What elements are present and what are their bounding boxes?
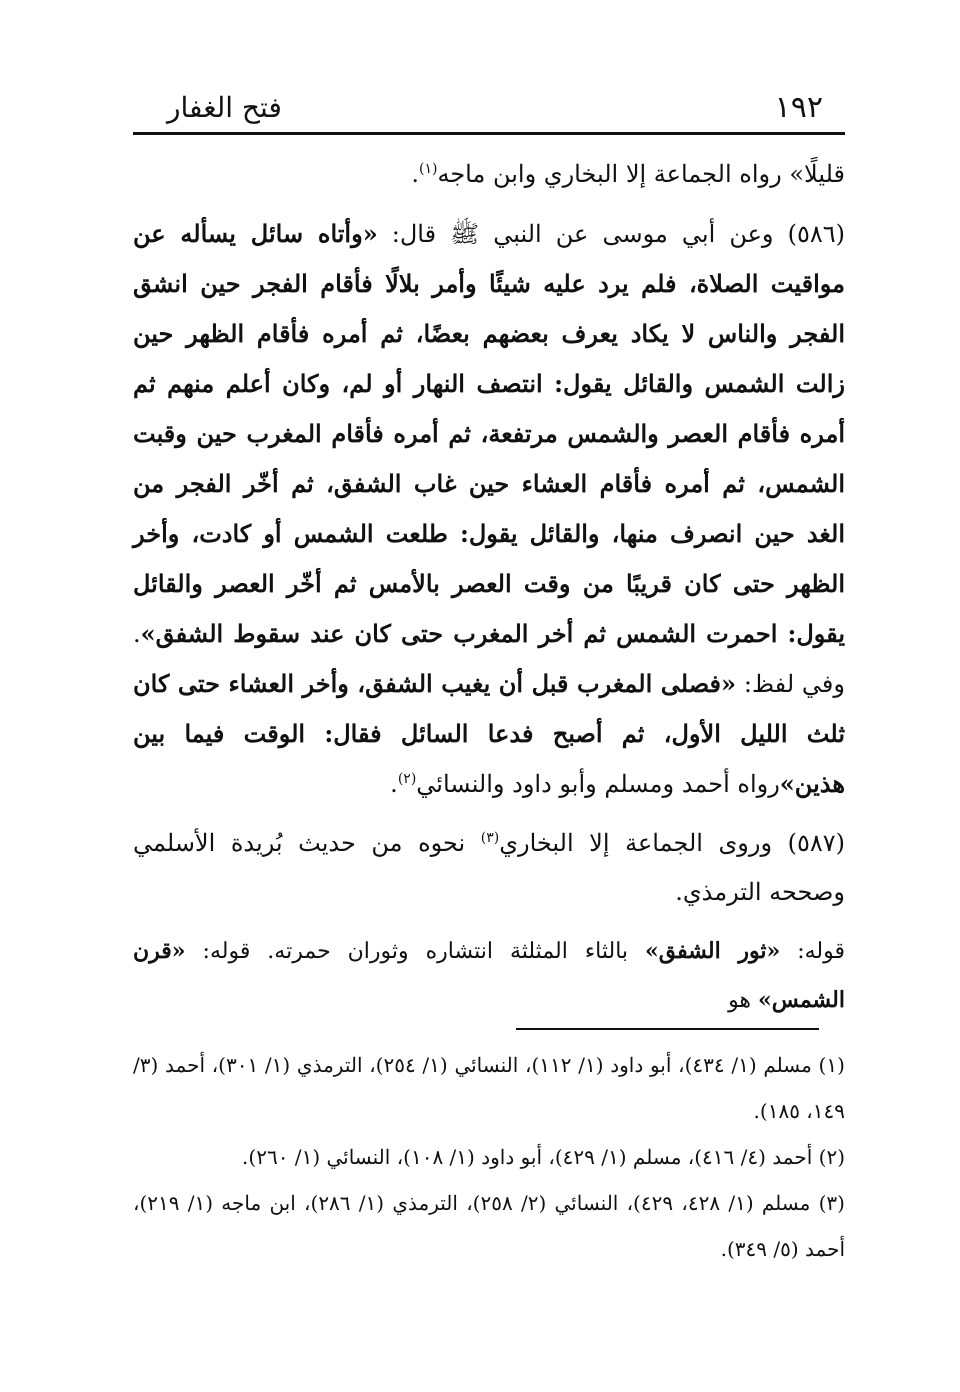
footnote-3: (٣) مسلم (١/ ٤٢٨، ٤٢٩)، النسائي (٢/ ٢٥٨)، الترمذي (١/ ٢٨٦)، ابن ماجه (١/ ٢١٩)، أحمد (٥/ ٣٤٩). (133, 1191, 845, 1261)
footnote-2: (٢) أحمد (٤/ ٤١٦)، مسلم (١/ ٤٢٩)، أبو داود (١/ ١٠٨)، النسائي (١/ ٢٦٠). (242, 1145, 845, 1169)
page-number: ١٩٢ (774, 90, 823, 125)
commentary-term-1: «ثور الشفق» (645, 938, 781, 964)
footnote-ref-3: (٣) (480, 830, 500, 846)
footnotes (133, 1042, 845, 1272)
hadith-586-variant-quote: «فصلى المغرب قبل أن يغيب الشفق، وأخر العشاء حتى كان ثلث الليل الأول، ثم أصبح فدعا السائل فقال: الوقت فيما بين هذين» (133, 669, 845, 798)
hadith-586-lead: (٥٨٦) وعن أبي موسى عن النبي ﷺ قال: (377, 220, 846, 248)
commentary-paragraph (133, 927, 845, 1025)
footnote-ref-2: (٢) (397, 771, 417, 787)
header-divider (133, 132, 845, 135)
book-title: فتح الغفار (167, 91, 282, 124)
page-header (133, 84, 845, 136)
hadith-586-source: رواه أحمد ومسلم وأبو داود والنسائي (416, 770, 780, 798)
hadith-587-lead: (٥٨٧) وروى الجماعة إلا البخاري (499, 829, 846, 857)
commentary-e: هو (728, 988, 759, 1013)
commentary-term-2: «قرن الشمس» (133, 938, 845, 1013)
hadith-586-quote: «وأتاه سائل يسأله عن مواقيت الصلاة، فلم يرد عليه شيئًا وأمر بلالًا فأقام الفجر حين انشق الفجر والناس لا يكاد يعرف بعضهم بعضًا، ثم أمره فأقام الظهر حين زالت الشمس والقائل يقول: انتصف النهار أو لم، وكان أعلم منهم ثم أمره فأقام العصر والشمس مرتفعة، ثم أمره فأقام المغرب حين وقبت الشمس، ثم أمره فأقام العشاء حين غاب الشفق، ثم أخّر الفجر من الغد حين انصرف منها، والقائل يقول: طلعت الشمس أو كادت، وأخر الظهر حتى كان قريبًا من وقت العصر بالأمس ثم أخّر العصر والقائل يقول: احمرت الشمس ثم أخر المغرب حتى كان عند سقوط الشفق» (133, 219, 846, 648)
hadith-587 (133, 819, 845, 917)
hadith-586-variant-intro: . وفي لفظ: (133, 620, 845, 698)
hadith-587-tail: نحوه من حديث بُريدة الأسلمي وصححه الترمذي. (133, 829, 845, 906)
footnote-ref-1: (١) (418, 161, 438, 177)
main-text (133, 150, 845, 1025)
commentary-c: بالثاء المثلثة انتشاره وثوران حمرته. قوله: (185, 939, 646, 964)
footnote-1: (١) مسلم (١/ ٤٣٤)، أبو داود (١/ ١١٢)، النسائي (١/ ٢٥٤)، الترمذي (١/ ٣٠١)، أحمد (٣/ ١٤٩، ١٨٥). (133, 1053, 845, 1123)
commentary-a: قوله: (780, 939, 845, 964)
footnote-separator (516, 1028, 819, 1030)
continuation-text: قليلًا» رواه الجماعة إلا البخاري وابن ماجه (437, 160, 845, 188)
paragraph-continuation: قليلًا» رواه الجماعة إلا البخاري وابن ماجه$^{(١)}$. (411, 160, 845, 188)
hadith-586: (٥٨٦) وعن أبي موسى عن النبي ﷺ قال: «وأتاه سائل يسأله عن مواقيت الصلاة، فلم يرد عليه شيئًا وأمر بلالًا فأقام الفجر حين انشق الفجر والناس لا يكاد يعرف بعضهم بعضًا، ثم أمره فأقام الظهر حين زالت الشمس والقائل يقول: انتصف النهار أو لم، وكان أعلم منهم ثم أمره فأقام العصر والشمس مرتفعة، ثم أمره فأقام المغرب حين وقبت الشمس، ثم أمره فأقام العشاء حين غاب الشفق، ثم أخّر الفجر من الغد حين انصرف منها، والقائل يقول: طلعت الشمس أو كادت، وأخر الظهر حتى كان قريبًا من وقت العصر بالأمس ثم أخّر العصر والقائل يقول: احمرت الشمس ثم أخر المغرب حتى كان عند سقوط الشفق». وفي لفظ: «فصلى المغرب قبل أن يغيب الشفق، وأخر العشاء حتى كان ثلث الليل الأول، ثم أصبح فدعا السائل فقال: الوقت فيما بين هذين»رواه أحمد ومسلم وأبو داود والنسائي$^{(٢)}$. (133, 219, 846, 798)
